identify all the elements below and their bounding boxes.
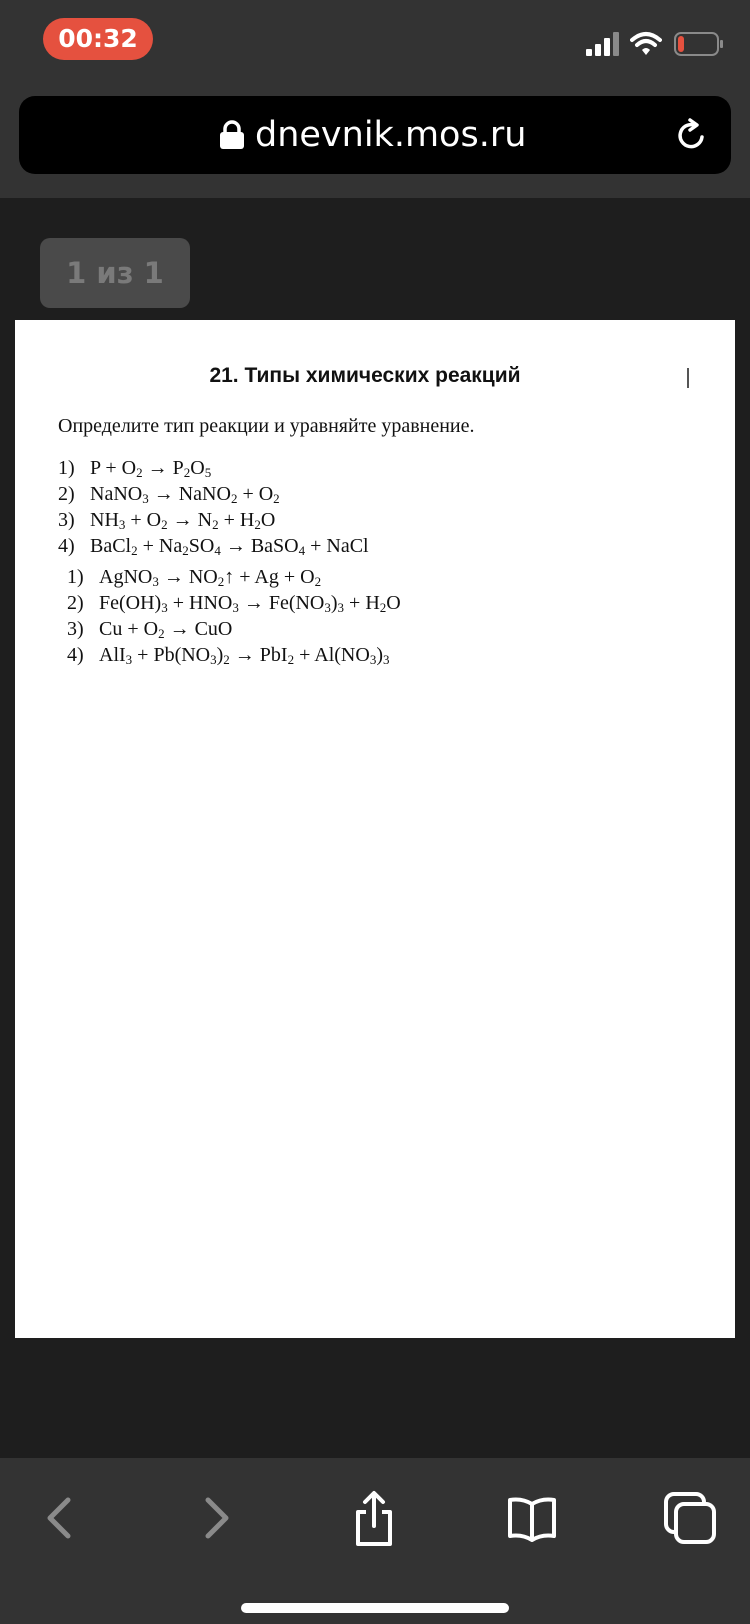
wifi-icon	[630, 31, 662, 57]
back-icon	[30, 1488, 90, 1548]
browser-top-chrome	[0, 0, 750, 198]
document-title: 21. Типы химических реакций	[209, 364, 521, 387]
equation-number: 3)	[67, 618, 84, 640]
equation-text: $P + O_2 \to P_2O_5$	[90, 457, 212, 480]
equation-item	[58, 507, 369, 533]
status-time: 00:32	[43, 18, 153, 60]
page-counter: 1 из 1	[40, 238, 190, 308]
equation-number: 1)	[67, 566, 84, 588]
equation-text: $Fe(OH)_3 + HNO_3 \to Fe(NO_3)_3 + H_2O$	[99, 592, 401, 615]
equation-number: 4)	[58, 535, 75, 557]
equation-text: AgNO$_3$ → $NO_2↑ + Ag + O_2$	[99, 566, 322, 589]
equation-text: $AlI_3 + Pb(NO_3)_2 \to PbI_2 + Al(NO_3)_3$	[99, 644, 390, 667]
home-indicator	[241, 1603, 509, 1613]
forward-icon	[186, 1488, 246, 1548]
address-bar[interactable]	[19, 96, 731, 174]
bookmarks-button[interactable]	[502, 1488, 562, 1548]
equation-number: 1)	[58, 457, 75, 479]
equation-number: 2)	[67, 592, 84, 614]
equation-item	[67, 642, 401, 668]
share-icon	[344, 1488, 404, 1548]
equation-item	[58, 455, 369, 481]
equation-item	[58, 533, 369, 559]
document-page	[15, 320, 735, 1338]
equation-text: NaNO$_3$ → NaNO$_2$ + $O_2$	[90, 483, 280, 506]
equation-item	[67, 616, 401, 642]
document-instruction: Определите тип реакции и уравняйте уравнение.	[58, 415, 475, 437]
tabs-icon	[660, 1488, 720, 1548]
equation-list-two	[67, 564, 401, 668]
equation-number: 2)	[58, 483, 75, 505]
equation-item	[67, 590, 401, 616]
forward-button[interactable]	[186, 1488, 246, 1548]
bookmarks-icon	[502, 1488, 562, 1548]
equation-text: BaCl$_2$ + $Na_2SO_4$ → BaSO$_4$ + NaCl	[90, 535, 369, 558]
document-margin-mark	[687, 368, 689, 388]
equation-number: 3)	[58, 509, 75, 531]
cellular-signal-icon	[586, 32, 622, 56]
lock-icon	[219, 120, 245, 150]
url-text[interactable]: dnevnik.mos.ru	[255, 115, 527, 155]
back-button[interactable]	[30, 1488, 90, 1548]
equation-text: $NH_3 + O_2 \to N_2 + H_2O$	[90, 509, 276, 532]
equation-text: $Cu + O_2$ → CuO	[99, 618, 233, 641]
battery-icon	[674, 32, 724, 56]
equation-item	[58, 481, 369, 507]
equation-number: 4)	[67, 644, 84, 666]
equation-item	[67, 564, 401, 590]
equation-list-one	[58, 455, 369, 559]
browser-toolbar	[0, 1458, 750, 1624]
reload-icon[interactable]	[675, 118, 709, 152]
share-button[interactable]	[344, 1488, 404, 1548]
tabs-button[interactable]	[660, 1488, 720, 1548]
